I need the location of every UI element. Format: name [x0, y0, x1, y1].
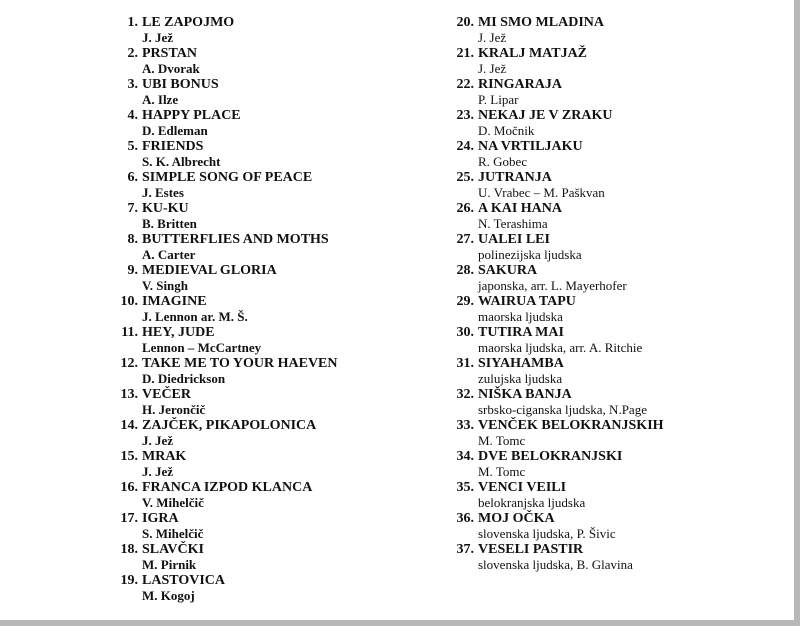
track-title: NEKAJ JE V ZRAKU	[478, 108, 613, 123]
track-number: 37.	[456, 542, 474, 557]
track-entry	[448, 139, 768, 170]
track-number: 26.	[456, 201, 474, 216]
track-composer: M. Kogoj	[142, 588, 195, 603]
track-list-left-column	[112, 15, 432, 604]
track-number: 22.	[456, 77, 474, 92]
track-title: SIMPLE SONG OF PEACE	[142, 170, 313, 185]
track-entry	[112, 170, 432, 201]
track-composer: R. Gobec	[478, 154, 528, 169]
track-title: SIYAHAMBA	[478, 356, 564, 371]
track-title: KU-KU	[142, 201, 189, 216]
track-composer: M. Pirnik	[142, 557, 197, 572]
track-composer: japonska, arr. L. Mayerhofer	[478, 278, 627, 293]
track-entry	[112, 325, 432, 356]
track-entry	[448, 46, 768, 77]
track-entry	[448, 232, 768, 263]
track-title: UALEI LEI	[478, 232, 550, 247]
track-composer: J. Jež	[142, 464, 174, 479]
track-composer: J. Jež	[142, 30, 174, 45]
track-title: VESELI PASTIR	[478, 542, 584, 557]
track-title: PRSTAN	[142, 46, 197, 61]
track-entry	[112, 77, 432, 108]
track-number: 16.	[120, 480, 138, 495]
track-title: NIŠKA BANJA	[478, 387, 572, 402]
track-entry	[448, 77, 768, 108]
track-composer: S. K. Albrecht	[142, 154, 221, 169]
track-composer: J. Lennon ar. M. Š.	[142, 309, 248, 324]
track-entry	[112, 108, 432, 139]
track-composer: maorska ljudska	[478, 309, 563, 324]
track-title: ZAJČEK, PIKAPOLONICA	[142, 418, 317, 433]
track-composer: polinezijska ljudska	[478, 247, 582, 262]
track-number: 9.	[127, 263, 138, 278]
track-entry	[448, 294, 768, 325]
track-number: 5.	[127, 139, 138, 154]
track-entry	[112, 356, 432, 387]
track-number: 8.	[127, 232, 138, 247]
track-composer: D. Močnik	[478, 123, 535, 138]
track-entry	[112, 232, 432, 263]
track-title: IMAGINE	[142, 294, 207, 309]
track-entry	[448, 108, 768, 139]
track-entry	[448, 542, 768, 573]
track-number: 24.	[456, 139, 474, 154]
track-composer: B. Britten	[142, 216, 197, 231]
track-entry	[112, 449, 432, 480]
track-list-right-column	[448, 15, 768, 573]
track-number: 6.	[127, 170, 138, 185]
track-title: KRALJ MATJAŽ	[478, 46, 588, 61]
track-title: BUTTERFLIES AND MOTHS	[142, 232, 329, 247]
track-title: MEDIEVAL GLORIA	[142, 263, 277, 278]
track-entry	[448, 511, 768, 542]
track-composer: A. Ilze	[142, 92, 179, 107]
track-number: 28.	[456, 263, 474, 278]
track-entry	[448, 449, 768, 480]
track-entry	[112, 573, 432, 604]
track-title: MRAK	[142, 449, 187, 464]
track-number: 31.	[456, 356, 474, 371]
track-entry	[448, 387, 768, 418]
track-entry	[112, 387, 432, 418]
track-number: 4.	[127, 108, 138, 123]
track-title: HAPPY PLACE	[142, 108, 241, 123]
track-composer: belokranjska ljudska	[478, 495, 586, 510]
track-composer: slovenska ljudska, P. Šivic	[478, 526, 616, 541]
track-title: SLAVČKI	[142, 542, 204, 557]
track-number: 32.	[456, 387, 474, 402]
track-composer: M. Tomc	[478, 464, 526, 479]
track-number: 2.	[127, 46, 138, 61]
track-composer: srbsko-ciganska ljudska, N.Page	[478, 402, 647, 417]
track-entry	[448, 418, 768, 449]
track-entry	[112, 480, 432, 511]
track-number: 20.	[456, 15, 474, 30]
track-title: TUTIRA MAI	[478, 325, 564, 340]
track-title: WAIRUA TAPU	[478, 294, 576, 309]
track-entry	[112, 263, 432, 294]
track-number: 3.	[127, 77, 138, 92]
track-number: 30.	[456, 325, 474, 340]
track-composer: M. Tomc	[478, 433, 526, 448]
track-number: 11.	[121, 325, 138, 340]
track-title: A KAI HANA	[478, 201, 563, 216]
track-composer: A. Dvorak	[142, 61, 200, 76]
track-title: RINGARAJA	[478, 77, 562, 92]
track-entry	[112, 294, 432, 325]
track-number: 18.	[120, 542, 138, 557]
track-number: 36.	[456, 511, 474, 526]
track-entry	[112, 15, 432, 46]
track-entry	[448, 356, 768, 387]
track-number: 25.	[456, 170, 474, 185]
track-number: 33.	[456, 418, 474, 433]
track-title: SAKURA	[478, 263, 538, 278]
track-title: JUTRANJA	[478, 170, 552, 185]
track-composer: S. Mihelčič	[142, 526, 204, 541]
track-composer: slovenska ljudska, B. Glavina	[478, 557, 633, 572]
track-entry	[112, 542, 432, 573]
track-entry	[448, 263, 768, 294]
track-composer: J. Jež	[478, 61, 507, 76]
track-composer: A. Carter	[142, 247, 196, 262]
track-composer: D. Diedrickson	[142, 371, 226, 386]
track-entry	[112, 46, 432, 77]
track-composer: J. Estes	[142, 185, 184, 200]
track-entry	[448, 170, 768, 201]
track-composer: P. Lipar	[478, 92, 519, 107]
track-entry	[448, 15, 768, 46]
track-entry	[112, 418, 432, 449]
track-number: 14.	[120, 418, 138, 433]
track-title: FRIENDS	[142, 139, 204, 154]
track-title: LASTOVICA	[142, 573, 225, 588]
track-composer: D. Edleman	[142, 123, 208, 138]
track-title: MI SMO MLADINA	[478, 15, 604, 30]
track-entry	[448, 480, 768, 511]
track-title: DVE BELOKRANJSKI	[478, 449, 623, 464]
track-number: 29.	[456, 294, 474, 309]
track-composer: V. Mihelčič	[142, 495, 204, 510]
track-composer: maorska ljudska, arr. A. Ritchie	[478, 340, 643, 355]
track-number: 13.	[120, 387, 138, 402]
track-number: 12.	[120, 356, 138, 371]
track-title: FRANCA IZPOD KLANCA	[142, 480, 313, 495]
track-composer: J. Jež	[478, 30, 507, 45]
track-number: 15.	[120, 449, 138, 464]
track-entry	[448, 325, 768, 356]
track-number: 34.	[456, 449, 474, 464]
track-title: MOJ OČKA	[478, 511, 555, 526]
track-entry	[112, 511, 432, 542]
track-composer: U. Vrabec – M. Paškvan	[478, 185, 605, 200]
track-title: TAKE ME TO YOUR HAEVEN	[142, 356, 338, 371]
track-composer: H. Jerončič	[142, 402, 206, 417]
track-number: 7.	[127, 201, 138, 216]
track-number: 23.	[456, 108, 474, 123]
track-title: VEČER	[142, 387, 192, 402]
track-title: IGRA	[142, 511, 179, 526]
track-composer: V. Singh	[142, 278, 189, 293]
track-composer: Lennon – McCartney	[142, 340, 262, 355]
track-number: 35.	[456, 480, 474, 495]
track-title: UBI BONUS	[142, 77, 219, 92]
track-title: LE ZAPOJMO	[142, 15, 235, 30]
track-title: NA VRTILJAKU	[478, 139, 583, 154]
track-entry	[112, 139, 432, 170]
track-number: 17.	[120, 511, 138, 526]
track-number: 27.	[456, 232, 474, 247]
track-title: VENČEK BELOKRANJSKIH	[478, 418, 664, 433]
track-composer: J. Jež	[142, 433, 174, 448]
track-composer: N. Terashima	[478, 216, 548, 231]
track-title: HEY, JUDE	[142, 325, 215, 340]
track-entry	[448, 201, 768, 232]
track-number: 1.	[127, 15, 138, 30]
track-composer: zulujska ljudska	[478, 371, 563, 386]
track-number: 19.	[120, 573, 138, 588]
track-entry	[112, 201, 432, 232]
track-number: 10.	[120, 294, 138, 309]
track-number: 21.	[456, 46, 474, 61]
track-title: VENCI VEILI	[478, 480, 567, 495]
